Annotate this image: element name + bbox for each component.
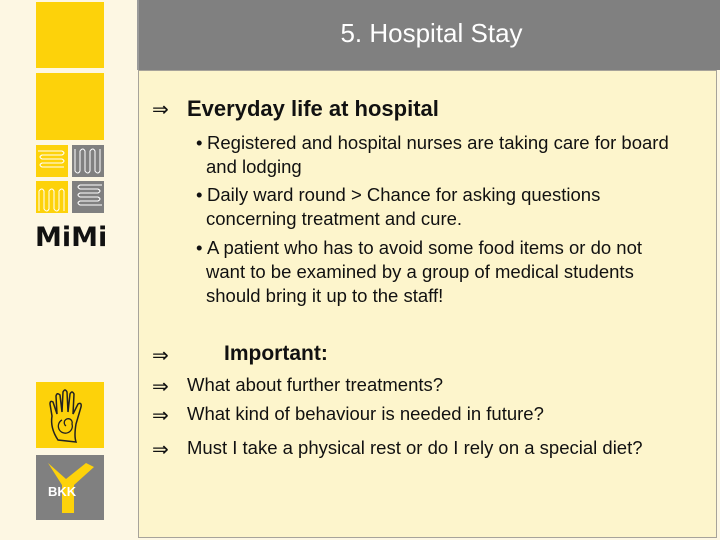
bullet-text: and lodging [206,156,302,177]
hand-logo-icon [36,382,104,448]
important-label: Important: [224,342,328,365]
bullet-text: Daily ward round > Chance for asking questions [207,184,601,205]
wave-pattern-icon [36,145,68,177]
bullet-text: A patient who has to avoid some food items or do not [207,237,643,258]
bullet-icon: • [196,237,203,258]
question-text: What kind of behaviour is needed in future? [187,403,544,424]
arrow-bullet-icon: ⇒ [152,343,169,367]
bullet-icon: • [196,132,203,153]
decorative-yellow-square [36,2,104,68]
bullet-text: want to be examined by a group of medical students [206,261,634,282]
question-text: Must I take a physical rest or do I rely on a special diet? [187,437,643,458]
wave-pattern-icon [72,145,104,177]
arrow-bullet-icon: ⇒ [152,374,169,398]
decorative-yellow-square [36,73,104,140]
mimi-logo: MiMi [35,222,108,253]
bkk-logo [36,455,104,520]
section-heading: Everyday life at hospital [187,96,439,121]
arrow-bullet-icon: ⇒ [152,97,169,121]
bullet-text: should bring it up to the staff! [206,285,444,306]
bullet-icon: • [196,184,203,205]
question-text: What about further treatments? [187,374,444,395]
wave-pattern-icon [72,181,104,213]
slide-header [137,0,720,70]
wave-pattern-icon [36,181,68,213]
bkk-logo-text: BKK [48,484,77,499]
bullet-text: concerning treatment and cure. [206,208,463,229]
slide-title: 5. Hospital Stay [340,18,523,48]
arrow-bullet-icon: ⇒ [152,403,169,427]
bullet-text: Registered and hospital nurses are taking care for board [207,132,669,153]
arrow-bullet-icon: ⇒ [152,437,169,461]
